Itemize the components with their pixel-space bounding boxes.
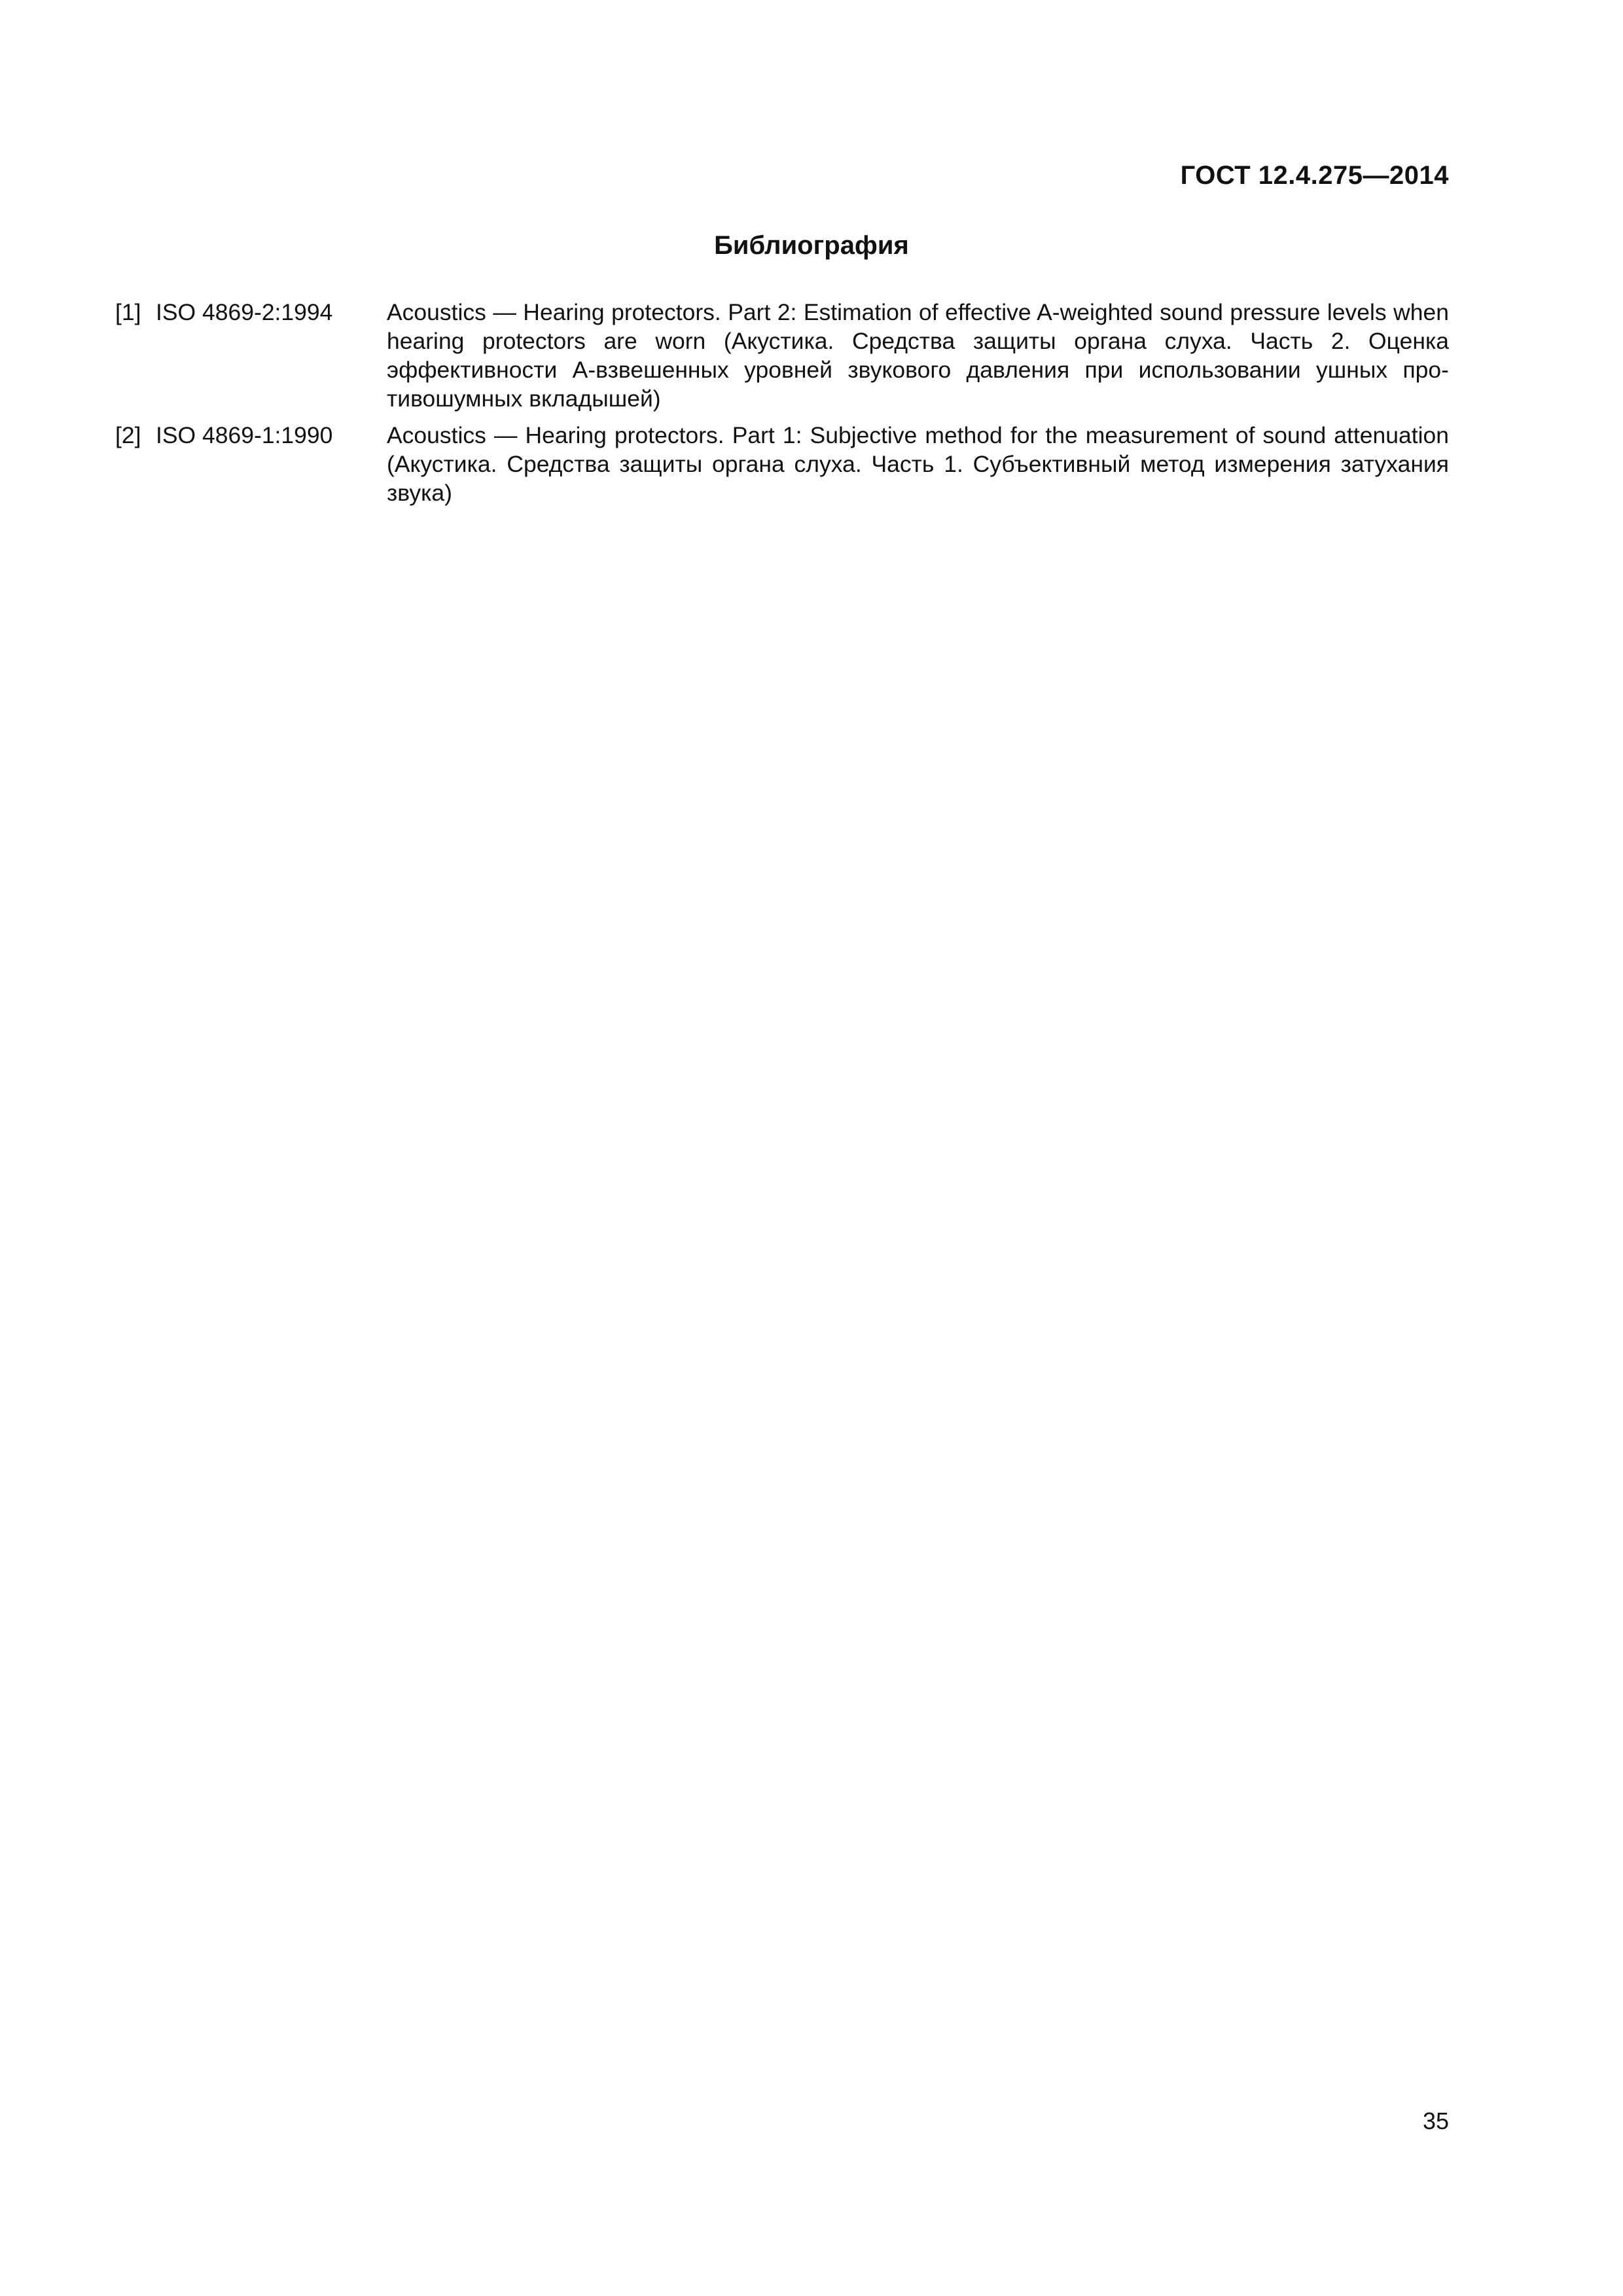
entry-standard-code: ISO 4869-2:1994 — [156, 299, 333, 325]
bibliography-entry — [115, 421, 1449, 507]
entry-number: [1] — [115, 299, 141, 325]
bibliography-list — [115, 298, 1449, 515]
document-code: ГОСТ 12.4.275—2014 — [1180, 161, 1449, 190]
entry-description: Acoustics — Hearing protectors. Part 2: Estimation of effective A-weighted sound pressure levels when hearing protectors are worn (Акустика. Средства защиты органа слуха. Часть 2. Оценка эффективности А-взвешенных уровней звукового давления при использовании ушных противошумных вкладышей) — [387, 299, 1449, 412]
entry-standard-code: ISO 4869-1:1990 — [156, 422, 333, 448]
entry-number: [2] — [115, 422, 141, 448]
entry-description: Acoustics — Hearing protectors. Part 1: Subjective method for the measurement of sound attenuation (Акустика. Средства защиты органа слуха. Часть 1. Субъективный метод измерения затухания звука) — [387, 422, 1449, 506]
bibliography-entry — [115, 298, 1449, 413]
page-number: 35 — [1422, 2108, 1449, 2134]
section-title: Библиография — [714, 231, 909, 260]
